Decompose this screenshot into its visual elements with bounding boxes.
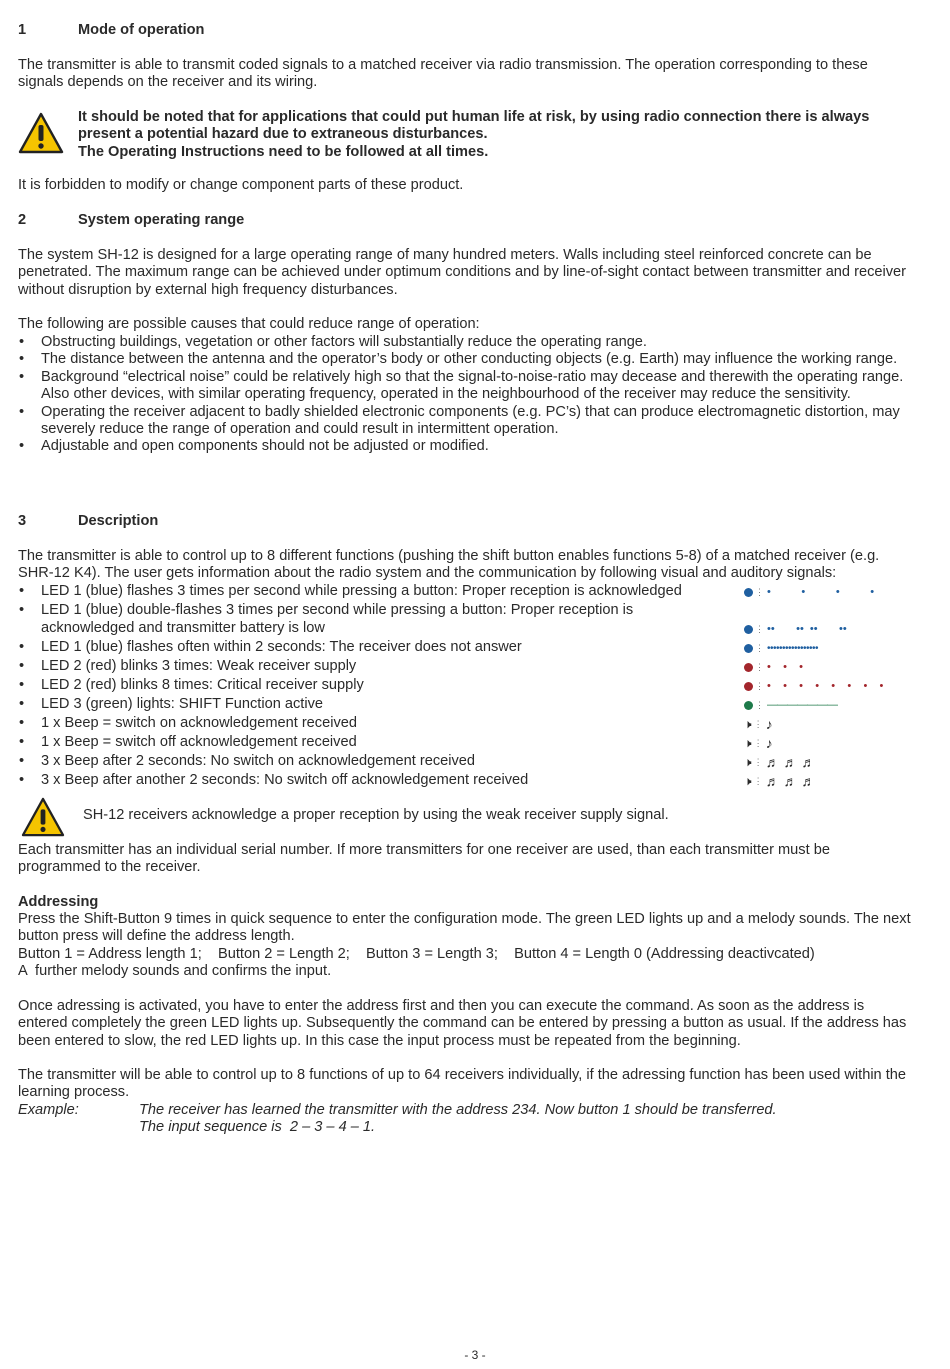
- speaker-icon: 🕨: [744, 735, 752, 750]
- blue-led-icon: [744, 625, 753, 634]
- speaker-icon: 🕨: [744, 773, 752, 788]
- speaker-icon: 🕨: [744, 716, 752, 731]
- red-led-signal: ⋮ • • • • • • • •: [744, 677, 883, 696]
- blue-led-signal: ⋮ •••••••••••••••••: [744, 639, 818, 658]
- beep-signal: 🕨 ⋮ ♪: [744, 715, 773, 732]
- addressing-paragraph: Press the Shift-Button 9 times in quick sequence to enter the configuration mode. The green LED lights up and a melody sounds. The next button press will define the address length. Button 1 = Address length 1; Button 2 = Length 2; Button 3 = Length 3; Button 4 = Length 0 (Addressing deactivcated) A further melody sounds and confirms the input.: [18, 911, 911, 980]
- blue-led-icon: [744, 588, 753, 597]
- beep-signal: 🕨 ⋮ ♪: [744, 734, 773, 751]
- signal-row-3beep-off: • 3 x Beep after another 2 seconds: No switch off acknowledgement received 🕨 ⋮ ♬ ♬ ♬: [18, 772, 913, 791]
- list-item: • Adjustable and open components should not be adjusted or modified.: [18, 438, 913, 455]
- red-led-signal: ⋮ • • •: [744, 658, 803, 677]
- blue-led-icon: [744, 644, 753, 653]
- signal-row-led2-weak: • LED 2 (red) blinks 3 times: Weak receiver supply ⋮ • • •: [18, 658, 913, 677]
- serial-number-paragraph: Each transmitter has an individual serial number. If more transmitters for one receiver are used, than each transmitter must be programmed to the receiver.: [18, 842, 830, 876]
- red-led-icon: [744, 663, 753, 672]
- page-number: - 3 -: [464, 1348, 486, 1362]
- led-rays-icon: ⋮: [755, 586, 763, 597]
- green-led-signal: ⋮ ———————: [744, 696, 837, 715]
- section-2-heading: 2 System operating range: [18, 212, 245, 228]
- led-rays-icon: ⋮: [755, 699, 763, 710]
- signal-row-led3-shift: • LED 3 (green) lights: SHIFT Function active ⋮ ———————: [18, 696, 913, 715]
- warning-icon: [20, 797, 66, 837]
- list-item: • Background “electrical noise” could be relatively high so that the signal-to-noise-ratio may decease and therewith the operating range. Also other devices, with similar operating frequency, operated in the neighbourhood of the receiver may reduce the sensitivity.: [18, 369, 913, 404]
- blue-led-signal: ⋮ • • • •: [744, 583, 874, 602]
- addressing-heading: Addressing: [18, 894, 99, 910]
- beep-signal: 🕨 ⋮ ♬ ♬ ♬: [744, 772, 816, 789]
- signal-row-led1-double: • LED 1 (blue) double-flashes 3 times per second while pressing a button: Proper reception is acknowledged and transmitter battery is low ⋮ •• •• •• ••: [18, 602, 913, 639]
- modification-notice: It is forbidden to modify or change component parts of these product.: [18, 177, 464, 193]
- signal-row-led2-critical: • LED 2 (red) blinks 8 times: Critical receiver supply ⋮ • • • • • • • •: [18, 677, 913, 696]
- sound-waves-icon: ⋮: [753, 775, 762, 786]
- signal-row-beep-off: • 1 x Beep = switch off acknowledgement received 🕨 ⋮ ♪: [18, 734, 913, 753]
- sound-waves-icon: ⋮: [753, 756, 762, 767]
- sound-waves-icon: ⋮: [753, 718, 762, 729]
- sound-waves-icon: ⋮: [753, 737, 762, 748]
- section-1-heading: 1 Mode of operation: [18, 22, 205, 38]
- example-label: Example:: [18, 1102, 79, 1118]
- section-3-heading: 3 Description: [18, 513, 159, 529]
- led-rays-icon: ⋮: [755, 642, 763, 653]
- signal-list: [18, 583, 913, 791]
- multi-receiver-paragraph: The transmitter will be able to control up to 8 functions of up to 64 receivers individually, if the adressing function has been used within the learning process.: [18, 1067, 907, 1101]
- range-causes-list: [18, 334, 913, 456]
- reception-note: SH-12 receivers acknowledge a proper reception by using the weak receiver supply signal.: [83, 807, 669, 823]
- beep-signal: 🕨 ⋮ ♬ ♬ ♬: [744, 753, 816, 770]
- section-3-paragraph: The transmitter is able to control up to 8 different functions (pushing the shift button enables functions 5-8) of a matched receiver (e.g. SHR-12 K4). The user gets information about the radio system and the communication by following visual and auditory signals:: [18, 548, 880, 582]
- range-causes-intro: The following are possible causes that could reduce range of operation:: [18, 316, 480, 332]
- address-entry-paragraph: Once adressing is activated, you have to enter the address first and then you can execute the command. As soon as the address is entered completely the green LED lights up. Subsequently the command can be entered by pressing a button as usual. If the address has been entered to slow, the red LED lights up. In this case the input process must be repeated from the beginning.: [18, 998, 907, 1049]
- signal-row-led1-flash: • LED 1 (blue) flashes 3 times per second while pressing a button: Proper reception is acknowledged ⋮ • • • •: [18, 583, 913, 602]
- section-2-paragraph: The system SH-12 is designed for a large operating range of many hundred meters. Walls including steel reinforced concrete can be penetrated. The maximum range can be achieved under optimum conditions and by line-of-sight contact between transmitter and receiver without disruption by external high frequency disturbances.: [18, 247, 907, 298]
- example-block: Example: The receiver has learned the transmitter with the address 234. Now button 1 should be transferred. The input sequence is 2 – 3 – 4 – 1.: [18, 1102, 777, 1136]
- blue-led-signal: ⋮ •• •• •• ••: [744, 620, 847, 639]
- list-item: • Operating the receiver adjacent to badly shielded electronic components (e.g. PC’s) that can produce electromagnetic distortion, may severely reduce the range of operation and could result in intermittent operation.: [18, 404, 913, 439]
- safety-warning: It should be noted that for applications that could put human life at risk, by using radio connection there is always present a potential hazard due to extraneous disturbances. The Operating Instructions need to be followed at all times.: [78, 109, 870, 160]
- section-1-paragraph: The transmitter is able to transmit coded signals to a matched receiver via radio transmission. The operation corresponding to these signals depends on the receiver and its wiring.: [18, 57, 868, 91]
- led-rays-icon: ⋮: [755, 623, 763, 634]
- list-item: • Obstructing buildings, vegetation or other factors will substantially reduce the operating range.: [18, 334, 913, 351]
- signal-row-beep-on: • 1 x Beep = switch on acknowledgement received 🕨 ⋮ ♪: [18, 715, 913, 734]
- signal-row-3beep-on: • 3 x Beep after 2 seconds: No switch on acknowledgement received 🕨 ⋮ ♬ ♬ ♬: [18, 753, 913, 772]
- led-rays-icon: ⋮: [755, 680, 763, 691]
- green-led-icon: [744, 701, 753, 710]
- signal-row-led1-often: • LED 1 (blue) flashes often within 2 seconds: The receiver does not answer ⋮ •••••••••••••••••: [18, 639, 913, 658]
- list-item: • The distance between the antenna and the operator’s body or other conducting objects (e.g. Earth) may influence the working range.: [18, 351, 913, 368]
- led-rays-icon: ⋮: [755, 661, 763, 672]
- speaker-icon: 🕨: [744, 754, 752, 769]
- red-led-icon: [744, 682, 753, 691]
- warning-icon: [18, 112, 64, 154]
